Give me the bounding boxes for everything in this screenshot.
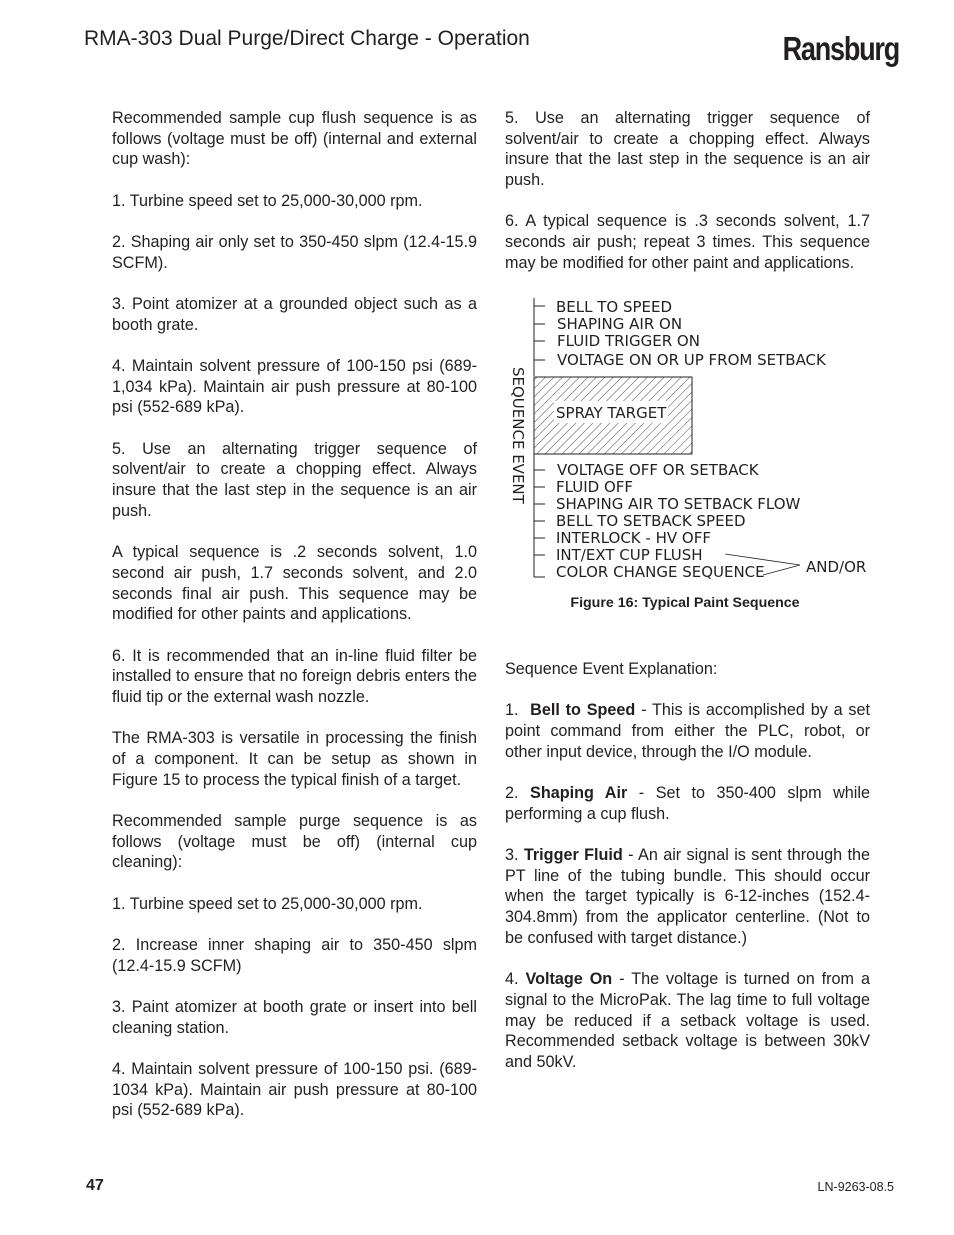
item-text: - This is accomplished by a set point command from either the PLC, robot, or other input device, through the I/O module. xyxy=(505,701,870,761)
events-before xyxy=(534,298,827,369)
item-term: Shaping Air xyxy=(530,784,628,802)
paragraph: 2. Shaping air only set to 350-450 slpm (12.4-15.9 SCFM). xyxy=(112,233,477,272)
event-label: COLOR CHANGE SEQUENCE xyxy=(556,563,765,581)
paragraph: 3. Point atomizer at a grounded object such as a booth grate. xyxy=(112,295,477,334)
sequence-diagram xyxy=(505,290,885,590)
event-label: INT/EXT CUP FLUSH xyxy=(556,546,703,564)
item-number: 2. xyxy=(505,784,519,802)
item-text: - The voltage is turned on from a signal to the MicroPak. The lag time to full voltage may be reduced if a setback voltage is used. Recommended setback voltage is between 30kV and 50kV. xyxy=(505,970,870,1071)
event-label: BELL TO SETBACK SPEED xyxy=(556,512,746,530)
item-text: - An air signal is sent through the PT line of the tubing bundle. This should occur when the target typically is 6-12-inches (152.4-304.8mm) from the applicator centerline. (Not to be confused with target distance.) xyxy=(505,846,870,947)
event-item xyxy=(534,478,633,496)
document-number: LN-9263-08.5 xyxy=(817,1180,894,1194)
paragraph: 5. Use an alternating trigger sequence of solvent/air to create a chopping effect. Always insure that the last step in the sequence is an air push. xyxy=(505,109,870,190)
andor-label: AND/OR xyxy=(806,558,867,576)
event-item xyxy=(534,495,801,513)
page-header-title: RMA-303 Dual Purge/Direct Charge - Operation xyxy=(84,27,530,50)
event-item xyxy=(534,512,746,530)
event-label: BELL TO SPEED xyxy=(556,298,673,316)
paragraph: A typical sequence is .2 seconds solvent, 1.0 second air push, 1.7 seconds solvent, and 2.0 seconds final air push. This sequence may be modified for other paints and applications. xyxy=(112,543,477,624)
right-column-explanation xyxy=(505,659,870,1093)
figure-paint-sequence xyxy=(505,290,885,620)
paragraph: 1. Turbine speed set to 25,000-30,000 rpm. xyxy=(112,191,423,210)
page-number: 47 xyxy=(86,1177,104,1194)
sequence-event-label: SEQUENCE EVENT xyxy=(509,367,527,504)
left-column xyxy=(112,108,477,1142)
paragraph: 1. Turbine speed set to 25,000-30,000 rpm. xyxy=(112,894,423,913)
spray-target-box xyxy=(534,377,692,454)
paragraph: Recommended sample purge sequence is as follows (voltage must be off) (internal cup cleaning): xyxy=(112,811,477,872)
event-label: VOLTAGE OFF OR SETBACK xyxy=(557,461,759,479)
event-item xyxy=(534,298,672,316)
event-item xyxy=(534,461,760,479)
figure-caption: Figure 16: Typical Paint Sequence xyxy=(570,595,800,611)
explanation-item xyxy=(505,700,870,762)
item-term: Voltage On xyxy=(525,970,613,989)
event-item xyxy=(534,546,703,564)
event-label: SHAPING AIR TO SETBACK FLOW xyxy=(556,495,801,513)
paragraph: 5. Use an alternating trigger sequence of solvent/air to create a chopping effect. Always insure that the last step in the sequence is an air push. xyxy=(112,439,477,520)
event-item xyxy=(534,332,700,350)
item-term: Bell to Speed xyxy=(530,701,636,720)
item-number: 3. xyxy=(505,846,519,864)
event-label: INTERLOCK - HV OFF xyxy=(556,529,711,547)
event-item xyxy=(534,529,711,547)
event-item xyxy=(534,563,765,581)
item-number: 1. xyxy=(505,701,519,720)
events-after xyxy=(534,461,801,581)
event-item xyxy=(534,315,682,333)
item-text: - Set to 350-400 slpm while performing a cup flush. xyxy=(505,784,870,823)
item-term: Trigger Fluid xyxy=(523,846,623,864)
paragraph: 6. It is recommended that an in-line fluid filter be installed to ensure that no foreign debris enters the fluid tip or the external wash nozzle. xyxy=(112,646,477,706)
right-column-top xyxy=(505,108,870,294)
paragraph: 4. Maintain solvent pressure of 100-150 psi (689-1,034 kPa). Maintain air push pressure at 80-100 psi (552-689 kPa). xyxy=(112,357,477,417)
event-label: FLUID OFF xyxy=(556,478,634,496)
explanation-item xyxy=(505,969,870,1073)
paragraph: 2. Increase inner shaping air to 350-450 slpm (12.4-15.9 SCFM) xyxy=(112,935,477,975)
brand-logo: Ransburg xyxy=(782,30,899,67)
paragraph: 3. Paint atomizer at booth grate or insert into bell cleaning station. xyxy=(112,997,477,1037)
item-number: 4. xyxy=(505,970,519,989)
paragraph: Recommended sample cup flush sequence is as follows (voltage must be off) (internal and external cup wash): xyxy=(112,109,477,169)
explanation-intro: Sequence Event Explanation: xyxy=(505,660,718,678)
event-label: VOLTAGE ON OR UP FROM SETBACK xyxy=(557,351,826,369)
event-label: SHAPING AIR ON xyxy=(557,315,683,333)
explanation-item xyxy=(505,783,870,824)
paragraph: 4. Maintain solvent pressure of 100-150 psi. (689-1034 kPa). Maintain air push pressure at 80-100 psi (552-689 kPa). xyxy=(112,1059,477,1120)
paragraph: The RMA-303 is versatile in processing the finish of a component. It can be setup as shown in Figure 15 to process the typical finish of a target. xyxy=(112,729,477,789)
paragraph: 6. A typical sequence is .3 seconds solvent, 1.7 seconds air push; repeat 3 times. This sequence may be modified for other paint and applications. xyxy=(505,212,870,272)
spray-target-label: SPRAY TARGET xyxy=(556,404,667,422)
explanation-item xyxy=(505,845,870,949)
event-label: FLUID TRIGGER ON xyxy=(557,332,700,350)
event-item xyxy=(534,351,827,369)
